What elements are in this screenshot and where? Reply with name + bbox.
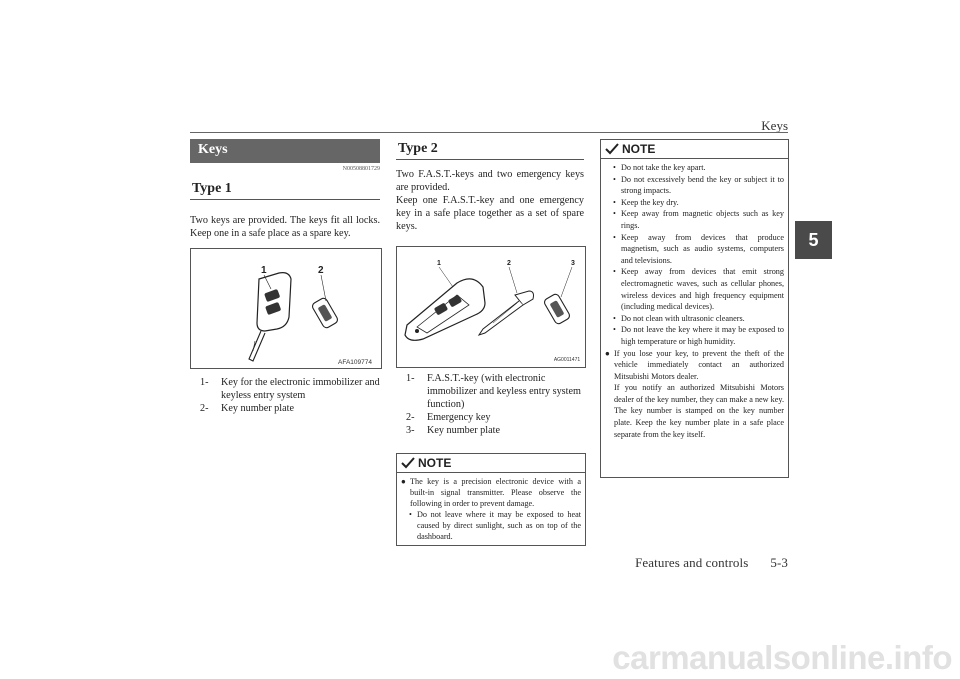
note-box-care bbox=[600, 139, 789, 478]
note-item bbox=[605, 313, 784, 325]
note-item bbox=[605, 174, 784, 197]
type-1-list bbox=[200, 376, 380, 415]
type-2-paragraph-1: Two F.A.S.T.-keys and two emergency keys are provided. bbox=[396, 169, 584, 193]
note-bullet bbox=[401, 476, 581, 509]
note-item-text: Keep the key dry. bbox=[621, 197, 679, 207]
list-text: F.A.S.T.-key (with electronic immobilizer and keyless entry system function) bbox=[427, 373, 581, 410]
note-item bbox=[605, 197, 784, 209]
sub-bullet-icon: • bbox=[613, 209, 616, 219]
list-number: 3- bbox=[406, 425, 415, 436]
list-item bbox=[406, 424, 584, 437]
sub-bullet-icon: • bbox=[613, 267, 616, 277]
list-number: 1- bbox=[406, 373, 415, 384]
type-2-paragraph-2: Keep one F.A.S.T.-key and one emergency key in a safe place together as a set of spare keys. bbox=[396, 195, 584, 232]
sub-bullet-icon: • bbox=[613, 232, 616, 242]
list-item bbox=[406, 411, 584, 424]
chapter-tab: 5 bbox=[795, 221, 832, 259]
note-bullet-text: If you lose your key, to prevent the theft of the vehicle immediately contact an authorized Mitsubishi Motors dealer. bbox=[614, 348, 784, 381]
column-2 bbox=[396, 139, 584, 233]
figure-label-1: 1 bbox=[261, 265, 267, 276]
list-text: Key number plate bbox=[427, 425, 500, 436]
note-sub-item bbox=[401, 509, 581, 542]
bullet-dot-icon: ● bbox=[401, 477, 406, 486]
list-item bbox=[406, 372, 584, 411]
note-body bbox=[601, 159, 788, 443]
note-item-text: Keep away from devices that emit strong electromagnetic waves, such as cellular phones, wireless devices and high frequency equipment (including medical devices). bbox=[621, 267, 784, 312]
note-sub-text: Do not leave where it may be exposed to heat caused by direct sunlight, such as on top of the dashboard. bbox=[417, 510, 581, 541]
note-bullet-text: The key is a precision electronic device with a built-in signal transmitter. Please observe the following in order to prevent damage. bbox=[410, 477, 581, 508]
note-title: NOTE bbox=[418, 456, 452, 470]
note-header bbox=[601, 140, 788, 159]
note-item-text: Do not excessively bend the key or subject it to strong impacts. bbox=[621, 174, 784, 196]
footer-page-number: 5-3 bbox=[770, 555, 788, 570]
note-item bbox=[605, 266, 784, 312]
watermark: carmanualsonline.info bbox=[612, 639, 952, 676]
header-rule bbox=[190, 132, 788, 133]
subheading-type-1: Type 1 bbox=[190, 179, 380, 200]
figure-label-1: 1 bbox=[437, 260, 441, 267]
footer-section: Features and controls bbox=[635, 555, 749, 570]
note-item bbox=[605, 324, 784, 347]
section-heading-keys: Keys bbox=[190, 139, 380, 163]
note-title: NOTE bbox=[622, 142, 656, 156]
key-illustration bbox=[191, 249, 381, 368]
sub-bullet-icon: • bbox=[613, 313, 616, 323]
running-header-title: Keys bbox=[761, 118, 788, 133]
list-number: 2- bbox=[406, 412, 415, 423]
type-1-paragraph: Two keys are provided. The keys fit all locks. Keep one in a safe place as a spare key. bbox=[190, 215, 380, 239]
list-text: Key for the electronic immobilizer and keyless entry system bbox=[221, 377, 380, 401]
list-item bbox=[200, 376, 380, 402]
sub-bullet-icon: • bbox=[409, 510, 412, 519]
note-check-icon bbox=[605, 143, 619, 155]
note-item-text: Do not leave the key where it may be exposed to high temperature or high humidity. bbox=[621, 325, 784, 346]
page-footer bbox=[635, 555, 788, 571]
list-text: Emergency key bbox=[427, 412, 491, 423]
type-2-list bbox=[406, 372, 584, 437]
note-body bbox=[397, 473, 585, 545]
note-item bbox=[605, 208, 784, 231]
note-item-text: Keep away from devices that produce magnetism, such as audio systems, computers and televisions. bbox=[621, 232, 784, 265]
figure-type-1 bbox=[190, 248, 382, 369]
note-item bbox=[605, 162, 784, 174]
list-item bbox=[200, 402, 380, 415]
note-header bbox=[397, 454, 585, 473]
figure-label-2: 2 bbox=[318, 265, 324, 276]
figure-id: AG0011471 bbox=[553, 357, 581, 363]
fast-key-illustration bbox=[397, 247, 585, 367]
note-bullet bbox=[605, 348, 784, 383]
list-text: Key number plate bbox=[221, 403, 294, 414]
sub-bullet-icon: • bbox=[613, 163, 616, 172]
list-number: 2- bbox=[200, 403, 209, 414]
note-item-text: Keep away from magnetic objects such as key rings. bbox=[621, 209, 784, 230]
column-1 bbox=[190, 139, 380, 240]
figure-id: AFA109774 bbox=[338, 359, 372, 366]
bullet-dot-icon: ● bbox=[605, 348, 610, 358]
note-bullet-continuation: If you notify an authorized Mitsubishi Motors dealer of the key number, they can make a new key. The key number is stamped on the key number plate. Keep the key number plate in a safe place separate from the key itself. bbox=[614, 383, 784, 439]
sub-bullet-icon: • bbox=[613, 174, 616, 184]
figure-label-2: 2 bbox=[507, 260, 511, 267]
note-item-text: Do not clean with ultrasonic cleaners. bbox=[621, 313, 745, 323]
subheading-type-2: Type 2 bbox=[396, 139, 584, 160]
sub-bullet-icon: • bbox=[613, 325, 616, 335]
note-item-text: Do not take the key apart. bbox=[621, 163, 706, 172]
list-number: 1- bbox=[200, 377, 209, 388]
note-box-type-2 bbox=[396, 453, 586, 546]
sub-bullet-icon: • bbox=[613, 197, 616, 207]
section-code: N00508801729 bbox=[342, 166, 380, 172]
note-item bbox=[605, 232, 784, 267]
note-check-icon bbox=[401, 457, 415, 469]
figure-label-3: 3 bbox=[571, 260, 575, 267]
figure-type-2 bbox=[396, 246, 586, 368]
